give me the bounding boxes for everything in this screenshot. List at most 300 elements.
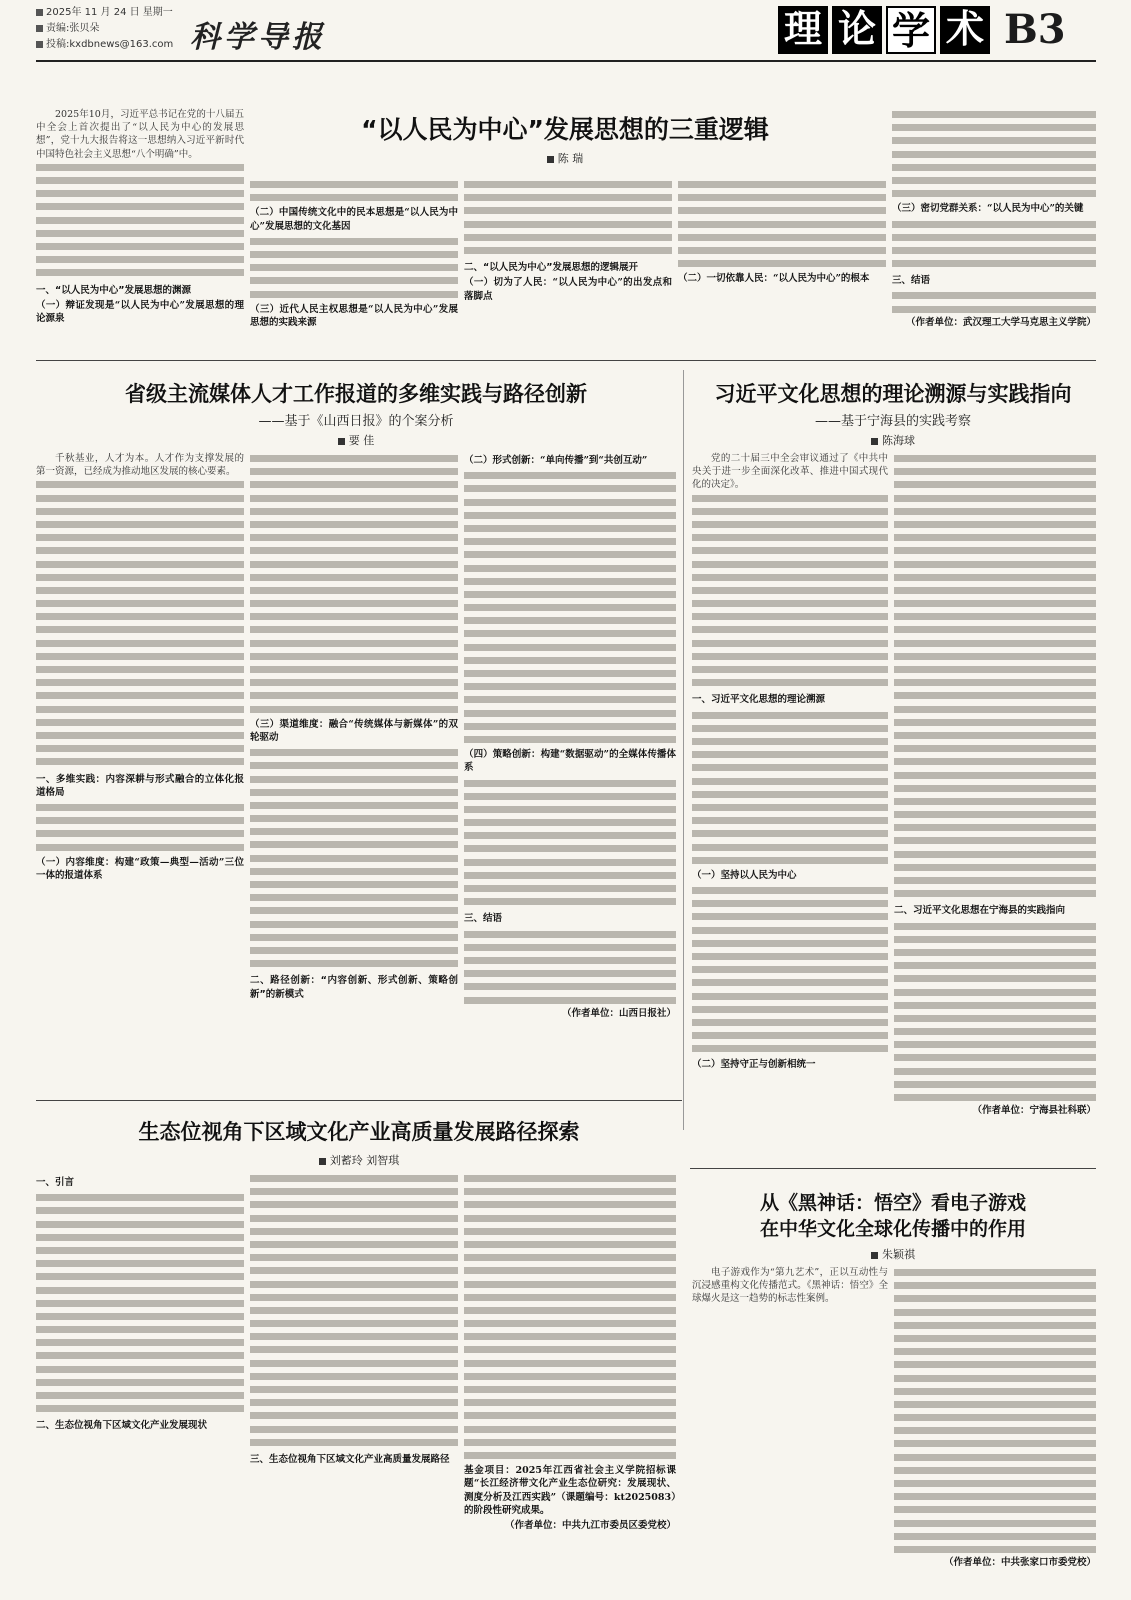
- body-text-line: [250, 1185, 458, 1198]
- body-text-line: [250, 261, 458, 274]
- article-4-title: 生态位视角下区域文化产业高质量发展路径探索: [138, 1120, 580, 1144]
- body-text-line: [692, 1003, 888, 1016]
- body-text-line: [36, 214, 244, 227]
- body-text-line: [36, 1191, 244, 1204]
- body-text-line: [464, 994, 676, 1007]
- body-text-line: [36, 174, 244, 187]
- body-text-line: [894, 703, 1096, 716]
- body-text-line: [894, 821, 1096, 834]
- body-text-line: [36, 814, 244, 827]
- body-text-line: [894, 1385, 1096, 1398]
- section-char-4: 术: [940, 6, 990, 54]
- body-text-line: [892, 121, 1096, 134]
- body-text-line: [894, 597, 1096, 610]
- body-text-line: [464, 1357, 676, 1370]
- body-text-line: [692, 709, 888, 722]
- body-text-line: [464, 895, 676, 908]
- body-text-line: [36, 1336, 244, 1349]
- body-text-line: [250, 904, 458, 917]
- article-4-byline: 刘蓄玲 刘智琪: [36, 1152, 682, 1168]
- article-1-col-5: [892, 108, 1096, 350]
- body-text-line: [36, 703, 244, 716]
- body-text-line: [464, 654, 676, 667]
- body-text-line: [692, 897, 888, 910]
- body-text-line: [692, 1016, 888, 1029]
- body-text-line: [250, 248, 458, 261]
- body-text-line: [36, 227, 244, 240]
- body-text-line: [678, 218, 886, 231]
- body-text-line: [692, 976, 888, 989]
- article-3-col-1: [692, 452, 888, 1162]
- article-2-byline: 要 佳: [36, 432, 676, 448]
- body-text-line: [894, 834, 1096, 847]
- body-text-line: [894, 1065, 1096, 1078]
- article-3-subtitle: ——基于宁海县的实践考察: [814, 414, 971, 429]
- body-text-line: [894, 1091, 1096, 1104]
- body-text-line: [464, 1278, 676, 1291]
- body-text-line: [36, 1270, 244, 1283]
- page-number: B3: [1004, 6, 1066, 53]
- article-4-heading-2: 二、生态位视角下区域文化产业发展现状: [36, 1420, 208, 1432]
- divider-3: [690, 1168, 1096, 1169]
- body-text-line: [892, 231, 1096, 244]
- body-text-line: [36, 187, 244, 200]
- body-text-line: [36, 1402, 244, 1415]
- body-text-line: [894, 986, 1096, 999]
- body-text-line: [36, 478, 244, 491]
- body-text-line: [36, 558, 244, 571]
- body-text-line: [250, 773, 458, 786]
- article-5-title-line-1: 从《黑神话：悟空》看电子游戏: [759, 1192, 1026, 1214]
- body-text-line: [250, 1238, 458, 1251]
- article-3-lead: 党的二十届三中全会审议通过了《中共中央关于进一步全面深化改革、推进中国式现代化的决定》。: [692, 453, 888, 491]
- article-2-sub-3: （三）渠道维度：融合“传统媒体与新媒体”的双轮驱动: [250, 718, 458, 743]
- body-text-line: [678, 178, 886, 191]
- body-text-line: [36, 729, 244, 742]
- article-3-sub-1: （一）坚持以人民为中心: [692, 869, 797, 881]
- body-text-line: [464, 1291, 676, 1304]
- body-text-line: [692, 531, 888, 544]
- body-text-line: [250, 931, 458, 944]
- body-text-line: [250, 1172, 458, 1185]
- body-text-line: [36, 1244, 244, 1257]
- body-text-line: [36, 1323, 244, 1336]
- body-text-line: [250, 465, 458, 478]
- article-3-author: （作者单位：宁海县社科联）: [972, 1105, 1096, 1117]
- body-text-line: [894, 1398, 1096, 1411]
- article-1-col-1: [36, 108, 244, 350]
- body-text-line: [250, 799, 458, 812]
- body-text-line: [250, 1330, 458, 1343]
- body-text-line: [250, 650, 458, 663]
- body-text-line: [692, 801, 888, 814]
- body-text-line: [678, 257, 886, 270]
- body-text-line: [250, 746, 458, 759]
- article-4-fund: 基金项目：2025年江西省社会主义学院招标课题“长江经济带文化产业生态位研究：发展现状、测度分析及江西实践”（课题编号：kt2025083）的阶段性研究成果。: [464, 1465, 676, 1516]
- editor-line: 责编:张贝朵: [36, 22, 99, 36]
- body-text-line: [464, 1317, 676, 1330]
- body-text-line: [36, 827, 244, 840]
- body-text-line: [464, 1383, 676, 1396]
- body-text-line: [894, 478, 1096, 491]
- article-1-heading-2: 二、“以人民为中心”发展思想的逻辑展开: [464, 262, 638, 274]
- body-text-line: [464, 707, 676, 720]
- body-text-line: [464, 575, 676, 588]
- body-text-line: [894, 637, 1096, 650]
- body-text-line: [464, 1370, 676, 1383]
- body-text-line: [692, 748, 888, 761]
- body-text-line: [464, 882, 676, 895]
- article-2-lead: 千秋基业，人才为本。人才作为支撑发展的第一资源，已经成为推动地区发展的核心要素。: [36, 453, 244, 478]
- body-text-line: [250, 918, 458, 931]
- body-text-line: [894, 663, 1096, 676]
- article-5-col-2: [894, 1266, 1096, 1592]
- body-text-line: [464, 509, 676, 522]
- body-text-line: [894, 452, 1096, 465]
- body-text-line: [464, 548, 676, 561]
- body-text-line: [464, 842, 676, 855]
- article-1-sub-6: （三）密切党群关系：“以人民为中心”的关键: [892, 203, 1084, 215]
- body-text-line: [36, 663, 244, 676]
- body-text-line: [250, 957, 458, 970]
- divider-1: [36, 360, 1096, 361]
- body-text-line: [894, 946, 1096, 959]
- body-text-line: [894, 920, 1096, 933]
- article-1-sub-5: （二）一切依靠人民：“以人民为中心”的根本: [678, 273, 870, 285]
- body-text-line: [692, 584, 888, 597]
- body-text-line: [36, 544, 244, 557]
- body-text-line: [894, 972, 1096, 985]
- body-text-line: [250, 891, 458, 904]
- article-5-byline: 朱颖祺: [690, 1246, 1096, 1262]
- body-text-line: [464, 816, 676, 829]
- body-text-line: [678, 244, 886, 257]
- body-text-line: [894, 1503, 1096, 1516]
- body-text-line: [250, 1383, 458, 1396]
- body-text-line: [464, 522, 676, 535]
- body-text-line: [36, 1218, 244, 1231]
- body-text-line: [250, 1423, 458, 1436]
- body-text-line: [692, 518, 888, 531]
- body-text-line: [692, 1042, 888, 1055]
- body-text-line: [36, 676, 244, 689]
- article-1-heading-3: 三、结语: [892, 275, 931, 287]
- body-text-line: [894, 1451, 1096, 1464]
- article-3-heading-2: 二、习近平文化思想在宁海县的实践指向: [894, 905, 1066, 917]
- body-text-line: [894, 1025, 1096, 1038]
- body-text-line: [464, 829, 676, 842]
- body-text-line: [36, 584, 244, 597]
- body-text-line: [250, 676, 458, 689]
- body-text-line: [894, 729, 1096, 742]
- body-text-line: [692, 910, 888, 923]
- body-text-line: [892, 134, 1096, 147]
- article-2-col-3: [464, 452, 676, 1092]
- body-text-line: [894, 610, 1096, 623]
- body-text-line: [894, 1345, 1096, 1358]
- body-text-line: [692, 884, 888, 897]
- body-text-line: [250, 1304, 458, 1317]
- body-text-line: [464, 1409, 676, 1422]
- body-text-line: [250, 812, 458, 825]
- body-text-line: [250, 1225, 458, 1238]
- article-2-subtitle: ——基于《山西日报》的个案分析: [258, 414, 454, 429]
- body-text-line: [464, 856, 676, 869]
- body-text-line: [894, 742, 1096, 755]
- article-5-title-line-2: 在中华文化全球化传播中的作用: [759, 1218, 1026, 1240]
- article-2-col-2: [250, 452, 458, 1092]
- article-2-heading-1: 一、多维实践：内容深耕与形式融合的立体化报道格局: [36, 773, 244, 798]
- body-text-line: [464, 178, 672, 191]
- body-text-line: [250, 1343, 458, 1356]
- body-text-line: [894, 874, 1096, 887]
- body-text-line: [894, 676, 1096, 689]
- email-line: 投稿:kxdbnews@163.com: [36, 38, 173, 52]
- body-text-line: [894, 933, 1096, 946]
- body-text-line: [894, 1411, 1096, 1424]
- body-text-line: [894, 755, 1096, 768]
- body-text-line: [250, 558, 458, 571]
- body-text-line: [464, 244, 672, 257]
- article-2-title: 省级主流媒体人才工作报道的多维实践与路径创新: [125, 382, 587, 406]
- body-text-line: [36, 637, 244, 650]
- body-text-line: [464, 967, 676, 980]
- body-text-line: [894, 531, 1096, 544]
- body-text-line: [250, 878, 458, 891]
- body-text-line: [894, 518, 1096, 531]
- body-text-line: [692, 650, 888, 663]
- body-text-line: [894, 1424, 1096, 1437]
- body-text-line: [36, 518, 244, 531]
- body-text-line: [464, 601, 676, 614]
- body-text-line: [692, 1029, 888, 1042]
- body-text-line: [36, 531, 244, 544]
- article-4-heading-1: 一、引言: [36, 1177, 75, 1188]
- article-3-byline: 陈海球: [690, 432, 1096, 448]
- article-3-col-2: [894, 452, 1096, 1162]
- body-text-line: [464, 1212, 676, 1225]
- body-text-line: [894, 584, 1096, 597]
- body-text-line: [250, 288, 458, 301]
- body-text-line: [692, 663, 888, 676]
- body-text-line: [894, 1078, 1096, 1091]
- body-text-line: [464, 1225, 676, 1238]
- body-text-line: [250, 759, 458, 772]
- body-text-line: [464, 941, 676, 954]
- body-text-line: [892, 218, 1096, 231]
- body-text-line: [36, 841, 244, 854]
- body-text-line: [894, 782, 1096, 795]
- issue-date: 2025年 11 月 24 日 星期一: [36, 6, 173, 20]
- body-text-line: [894, 1279, 1096, 1292]
- body-text-line: [892, 257, 1096, 270]
- body-text-line: [36, 1376, 244, 1389]
- body-text-line: [464, 231, 672, 244]
- body-text-line: [464, 720, 676, 733]
- body-text-line: [894, 571, 1096, 584]
- body-text-line: [36, 253, 244, 266]
- body-text-line: [250, 838, 458, 851]
- body-text-line: [36, 161, 244, 174]
- body-text-line: [250, 663, 458, 676]
- body-text-line: [894, 1332, 1096, 1345]
- body-text-line: [36, 801, 244, 814]
- article-5-author: （作者单位：中共张家口市委党校）: [943, 1557, 1096, 1569]
- body-text-line: [36, 1349, 244, 1362]
- header-rule: [36, 60, 1096, 62]
- body-text-line: [692, 676, 888, 689]
- body-text-line: [894, 1306, 1096, 1319]
- body-text-line: [894, 1517, 1096, 1530]
- article-1-col-3: [464, 178, 672, 350]
- body-text-line: [250, 191, 458, 204]
- body-text-line: [36, 1284, 244, 1297]
- body-text-line: [250, 1370, 458, 1383]
- body-text-line: [250, 571, 458, 584]
- body-text-line: [894, 959, 1096, 972]
- body-text-line: [464, 1198, 676, 1211]
- body-text-line: [894, 1530, 1096, 1543]
- body-text-line: [36, 1310, 244, 1323]
- body-text-line: [894, 1358, 1096, 1371]
- body-text-line: [464, 693, 676, 706]
- body-text-line: [36, 650, 244, 663]
- body-text-line: [250, 274, 458, 287]
- body-text-line: [892, 244, 1096, 257]
- body-text-line: [464, 790, 676, 803]
- body-text-line: [36, 716, 244, 729]
- body-text-line: [250, 478, 458, 491]
- vertical-divider: [683, 370, 684, 1130]
- body-text-line: [250, 610, 458, 623]
- body-text-line: [464, 562, 676, 575]
- body-text-line: [250, 1357, 458, 1370]
- body-text-line: [250, 786, 458, 799]
- body-text-line: [894, 861, 1096, 874]
- body-text-line: [692, 963, 888, 976]
- body-text-line: [36, 571, 244, 584]
- body-text-line: [36, 266, 244, 279]
- body-text-line: [892, 148, 1096, 161]
- article-1-byline: 陈 瑞: [430, 150, 700, 166]
- article-4-author: （作者单位：中共九江市委员区委党校）: [504, 1519, 676, 1531]
- body-text-line: [464, 588, 676, 601]
- body-text-line: [894, 716, 1096, 729]
- article-1-col-4: [678, 178, 886, 350]
- article-4-col-2: [250, 1172, 458, 1592]
- body-text-line: [692, 924, 888, 937]
- body-text-line: [894, 1490, 1096, 1503]
- body-text-line: [36, 1297, 244, 1310]
- body-text-line: [692, 610, 888, 623]
- body-text-line: [250, 544, 458, 557]
- body-text-line: [464, 733, 676, 746]
- body-text-line: [692, 854, 888, 867]
- article-1-col-2: [250, 178, 458, 350]
- body-text-line: [464, 869, 676, 882]
- article-1-title: “以人民为中心”发展思想的三重逻辑: [361, 115, 769, 144]
- body-text-line: [894, 808, 1096, 821]
- body-text-line: [464, 928, 676, 941]
- body-text-line: [36, 610, 244, 623]
- body-text-line: [678, 231, 886, 244]
- body-text-line: [464, 627, 676, 640]
- body-text-line: [894, 1319, 1096, 1332]
- body-text-line: [464, 1264, 676, 1277]
- body-text-line: [250, 689, 458, 702]
- body-text-line: [464, 204, 672, 217]
- body-text-line: [464, 1449, 676, 1462]
- body-text-line: [692, 937, 888, 950]
- body-text-line: [250, 865, 458, 878]
- body-text-line: [894, 1543, 1096, 1556]
- body-text-line: [464, 1396, 676, 1409]
- article-3-heading-1: 一、习近平文化思想的理论溯源: [692, 694, 826, 706]
- body-text-line: [36, 1363, 244, 1376]
- body-text-line: [692, 597, 888, 610]
- body-text-line: [250, 584, 458, 597]
- body-text-line: [692, 775, 888, 788]
- body-text-line: [692, 788, 888, 801]
- body-text-line: [692, 841, 888, 854]
- article-2-author: （作者单位：山西日报社）: [561, 1007, 676, 1019]
- body-text-line: [36, 505, 244, 518]
- body-text-line: [894, 558, 1096, 571]
- body-text-line: [464, 1436, 676, 1449]
- body-text-line: [250, 623, 458, 636]
- body-text-line: [464, 954, 676, 967]
- body-text-line: [36, 1389, 244, 1402]
- body-text-line: [250, 1396, 458, 1409]
- body-text-line: [894, 1372, 1096, 1385]
- article-2-sub-4: （四）策略创新：构建“数据驱动”的全媒体传播体系: [464, 749, 676, 774]
- body-text-line: [250, 531, 458, 544]
- body-text-line: [250, 1291, 458, 1304]
- body-text-line: [250, 597, 458, 610]
- article-2-heading-3: 三、结语: [464, 913, 503, 925]
- body-text-line: [692, 492, 888, 505]
- body-text-line: [894, 650, 1096, 663]
- body-text-line: [464, 1330, 676, 1343]
- body-text-line: [464, 1238, 676, 1251]
- body-text-line: [892, 289, 1096, 302]
- body-text-line: [250, 1409, 458, 1422]
- article-1-sub-4: （一）切为了人民：“以人民为中心”的出发点和落脚点: [464, 277, 672, 302]
- body-text-line: [892, 174, 1096, 187]
- body-text-line: [464, 777, 676, 790]
- body-text-line: [894, 689, 1096, 702]
- body-text-line: [250, 944, 458, 957]
- body-text-line: [250, 637, 458, 650]
- body-text-line: [36, 492, 244, 505]
- article-5-lead: 电子游戏作为“第九艺术”，正以互动性与沉浸感重构文化传播范式。《黑神话：悟空》全球爆火是这一趋势的标志性案例。: [692, 1267, 888, 1305]
- body-text-line: [894, 623, 1096, 636]
- article-1-sub-1: （一）辩证发现是“以人民为中心”发展思想的理论源泉: [36, 299, 244, 324]
- body-text-line: [692, 637, 888, 650]
- body-text-line: [894, 1051, 1096, 1064]
- body-text-line: [464, 1172, 676, 1185]
- section-char-1: 理: [778, 6, 828, 54]
- body-text-line: [464, 218, 672, 231]
- body-text-line: [894, 465, 1096, 478]
- body-text-line: [892, 187, 1096, 200]
- body-text-line: [894, 1038, 1096, 1051]
- body-text-line: [892, 303, 1096, 316]
- body-text-line: [692, 735, 888, 748]
- body-text-line: [894, 1437, 1096, 1450]
- body-text-line: [250, 1317, 458, 1330]
- body-text-line: [692, 722, 888, 735]
